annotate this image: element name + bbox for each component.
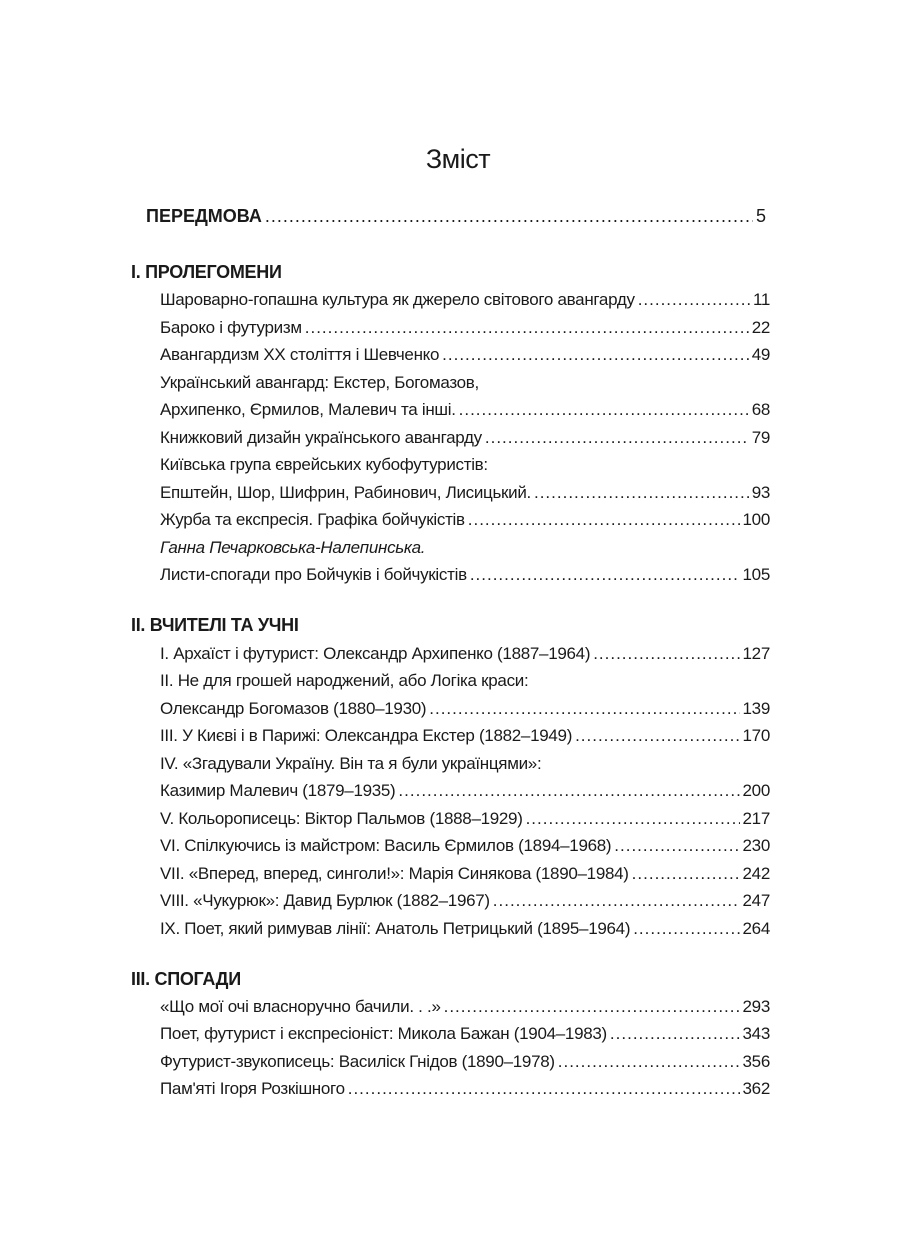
toc-page-number: 170	[742, 726, 770, 745]
toc-entry[interactable]	[160, 644, 770, 672]
toc-page-number: 293	[742, 997, 770, 1016]
toc-entry-label: Журба та експресія. Графіка бойчукістів	[160, 510, 465, 529]
toc-entry-label: Шароварно-гопашна культура як джерело світового авангарду	[160, 290, 635, 309]
toc-entry-label[interactable]: II. Не для грошей народжений, або Логіка краси:	[160, 671, 529, 690]
dot-leader	[305, 318, 749, 338]
dot-leader	[638, 290, 750, 310]
toc-page-number: 200	[742, 781, 770, 800]
toc-entry-label: VIII. «Чукурюк»: Давид Бурлюк (1882–1967)	[160, 891, 490, 910]
toc-entry[interactable]	[160, 809, 770, 837]
toc-entry-label: Авангардизм ХХ століття і Шевченко	[160, 345, 440, 364]
toc-entry[interactable]	[160, 345, 770, 373]
toc-entry[interactable]	[160, 400, 770, 428]
toc-entry[interactable]	[160, 997, 770, 1025]
toc-page-number: 100	[742, 510, 770, 529]
toc-page-number: 127	[742, 644, 770, 663]
toc-entry-label: Епштейн, Шор, Шифрин, Рабинович, Лисицький.	[160, 483, 531, 502]
dot-leader	[534, 483, 749, 503]
toc-page-number: 68	[751, 400, 770, 419]
toc-entry[interactable]	[160, 891, 770, 919]
toc-entry-label: I. Архаїст і футурист: Олександр Архипенко (1887–1964)	[160, 644, 591, 663]
toc-entry-label[interactable]: Київська група єврейських кубофутуристів:	[160, 455, 488, 474]
toc-entry[interactable]	[160, 290, 770, 318]
toc-entry[interactable]	[160, 781, 770, 809]
toc-entry[interactable]	[160, 1052, 770, 1080]
toc-page-number: 343	[742, 1024, 770, 1043]
toc-entry-label: VI. Спілкуючись із майстром: Василь Єрмилов (1894–1968)	[160, 836, 612, 855]
toc-entry[interactable]	[160, 483, 770, 511]
toc-entry[interactable]	[160, 1079, 770, 1107]
dot-leader	[429, 699, 739, 719]
toc-page-number: 5	[755, 206, 766, 226]
toc-entry-label: Бароко і футуризм	[160, 318, 302, 337]
toc-page-number: 242	[742, 864, 770, 883]
toc-entry-label: Пам'яті Ігоря Розкішного	[160, 1079, 345, 1098]
toc-entry-label[interactable]: IV. «Згадували Україну. Він та я були українцями»:	[160, 754, 542, 773]
toc-page-number: 11	[752, 290, 770, 309]
toc-entry-label: Казимир Малевич (1879–1935)	[160, 781, 396, 800]
toc-entry[interactable]	[160, 836, 770, 864]
toc-page-number: 93	[751, 483, 770, 502]
toc-entry-label: VII. «Вперед, вперед, синголи!»: Марія Синякова (1890–1984)	[160, 864, 629, 883]
toc-entry-label: V. Кольорописець: Віктор Пальмов (1888–1929)	[160, 809, 523, 828]
dot-leader	[468, 510, 740, 530]
toc-entry[interactable]	[160, 510, 770, 538]
toc-entry-label: IX. Поет, який римував лінії: Анатоль Петрицький (1895–1964)	[160, 919, 631, 938]
toc-entry-label: III. У Києві і в Парижі: Олександра Екстер (1882–1949)	[160, 726, 573, 745]
toc-page-number: 356	[742, 1052, 770, 1071]
toc-entry[interactable]	[160, 428, 770, 456]
dot-leader	[575, 726, 739, 746]
section-heading-1: I. ПРОЛЕГОМЕНИ	[131, 262, 282, 282]
dot-leader	[614, 836, 739, 856]
toc-entry[interactable]	[160, 565, 770, 593]
dot-leader	[459, 400, 749, 420]
toc-page-number: 230	[742, 836, 770, 855]
dot-leader	[632, 864, 740, 884]
toc-page-number: 217	[742, 809, 770, 828]
toc-entry-label[interactable]: Український авангард: Екстер, Богомазов,	[160, 373, 479, 392]
toc-entry-label: Книжковий дизайн українського авангарду	[160, 428, 482, 447]
toc-entry-label: Архипенко, Єрмилов, Малевич та інші.	[160, 400, 456, 419]
dot-leader	[633, 919, 739, 939]
toc-page-number: 22	[751, 318, 770, 337]
toc-entry[interactable]	[160, 726, 770, 754]
toc-entry-label: Листи-спогади про Бойчуків і бойчукістів	[160, 565, 467, 584]
toc-entry[interactable]	[160, 318, 770, 346]
section-heading-3: III. СПОГАДИ	[131, 969, 241, 989]
dot-leader	[493, 891, 740, 911]
toc-entry[interactable]	[160, 919, 770, 947]
toc-entry-label: «Що мої очі власноручно бачили. . .»	[160, 997, 441, 1016]
toc-page-number: 49	[751, 345, 770, 364]
toc-entry-preface[interactable]	[146, 206, 766, 234]
page-title: Зміст	[425, 144, 491, 174]
dot-leader	[470, 565, 740, 585]
toc-entry-label: Футурист-звукописець: Василіск Гнідов (1890–1978)	[160, 1052, 555, 1071]
dot-leader	[526, 809, 740, 829]
dot-leader	[398, 781, 739, 801]
toc-entry-label: ПЕРЕДМОВА	[146, 206, 262, 226]
dot-leader	[593, 644, 739, 664]
toc-page-number: 79	[751, 428, 770, 447]
toc-page-number: 139	[742, 699, 770, 718]
toc-entry-author[interactable]: Ганна Печарковська-Налепинська.	[160, 538, 426, 557]
toc-entry[interactable]	[160, 864, 770, 892]
section-heading-2: II. ВЧИТЕЛІ ТА УЧНІ	[131, 615, 299, 635]
toc-entry-label: Поет, футурист і експресіоніст: Микола Бажан (1904–1983)	[160, 1024, 607, 1043]
toc-page-number: 105	[742, 565, 770, 584]
toc-entry-label: Олександр Богомазов (1880–1930)	[160, 699, 427, 718]
toc-page-number: 264	[742, 919, 770, 938]
dot-leader	[348, 1079, 740, 1099]
toc-entry[interactable]	[160, 699, 770, 727]
dot-leader	[265, 206, 753, 227]
toc-page-number: 362	[742, 1079, 770, 1098]
dot-leader	[444, 997, 740, 1017]
dot-leader	[485, 428, 749, 448]
dot-leader	[442, 345, 749, 365]
dot-leader	[558, 1052, 740, 1072]
toc-entry[interactable]	[160, 1024, 770, 1052]
toc-page-number: 247	[742, 891, 770, 910]
dot-leader	[610, 1024, 740, 1044]
